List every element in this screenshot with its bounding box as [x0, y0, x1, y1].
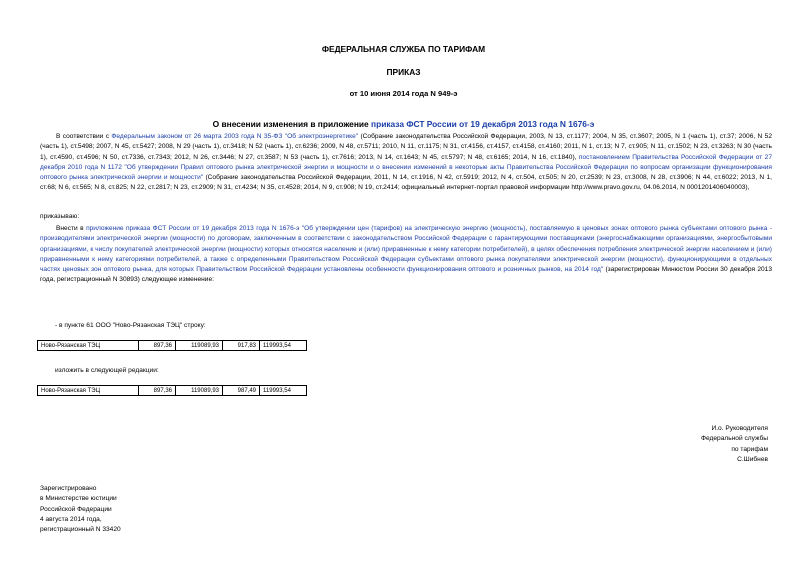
amendment-paragraph [40, 224, 772, 286]
table-cell: 119089,93 [176, 341, 223, 351]
government-resolution-link[interactable]: постановлением Правительства Российской Федерации от 27 декабря 2010 года N 1172 "Об утверждении Правил оптового рынка электрической энергии и мощности и о внесении изменений в некоторые акты Правительства Российской Федерации по вопросам организации функционирования оптового рынка электрической энергии и мощности" [40, 153, 772, 182]
appendix-link[interactable]: приложение приказа ФСТ России от 19 декабря 2013 года N 1676-э "Об утверждении цен (тарифов) на электрическую энергию (мощность), поставляемую в ценовых зонах оптового рынка субъектами оптового рынка - производителями электрической энергии (мощности) по договорам, заключенным в соответствии с законодательством Российской Федерации с гарантирующими поставщиками (энергоснабжающими организациями, энергосбытовыми организациями, к числу покупателей электрической энергии (мощности) которых относятся население и (или) приравненные к нему категории потребителей), в целях обеспечения потребления электрической энергии населением и (или) приравненными к нему категориями потребителей, а также с определенными Правительством Российской Федерации субъектами оптового рынка покупателями электрической энергии (мощности), функционирующими в отдельных частях ценовых зон оптового рынка, для которых Правительством Российской Федерации установлены особенности функционирования оптового и розничных рынков, на 2014 год" [40, 225, 773, 274]
registration-line: Российской Федерации [40, 505, 112, 513]
agency-name: ФЕДЕРАЛЬНАЯ СЛУЖБА ПО ТАРИФАМ [321, 44, 486, 54]
title-link[interactable]: приказа ФСТ России от 19 декабря 2013 года N 1676-э [371, 119, 595, 129]
table-cell: 917,83 [223, 341, 260, 351]
signature-block [701, 424, 768, 466]
table-cell: Ново-Рязанская ТЭЦ [38, 386, 139, 396]
order-word: приказываю: [40, 213, 80, 220]
table-cell: 119089,93 [176, 386, 223, 396]
registration-line: регистрационный N 33420 [40, 526, 121, 534]
registration-line: Зарегистрировано [40, 485, 97, 492]
registration-block [40, 484, 121, 535]
old-values-table [37, 340, 307, 351]
amendment-item-line: - в пункте 61 ООО "Ново-Рязанская ТЭЦ" строку: [55, 322, 206, 329]
table-row [38, 341, 307, 351]
signatory-agency: Федеральной службы [700, 435, 768, 443]
signatory-position: И.о. Руководителя [711, 425, 768, 432]
document-title [0, 119, 807, 129]
amendment-text-2: (зарегистрирован Минюстом России 30 декабря 2013 года, регистрационный N 30893) следующее изменение: [40, 266, 772, 284]
signatory-agency-2: по тарифам [731, 445, 768, 453]
federal-law-link[interactable]: Федеральным законом от 26 марта 2003 года N 35-ФЗ "Об электроэнергетике" [111, 133, 359, 140]
table-cell: 897,36 [139, 386, 176, 396]
preamble-text-3: (Собрание законодательства Российской Федерации, 2011, N 14, ст.1916, N 42, ст.5919; 2012, N 4, ст.504, ст.505; N 20, ст.2539; N 23, ст.3008, N 28, ст.3906; N 44, ст.6022; 2013, N 1, ст.68; N 6, ст.565; N 8, ст.825; N 22, ст.2817; N 23, ст.2909; N 31, ст.4234; N 35, ст.4528; 2014, N 9, ст.908; N 19, ст.2414; официальный интернет-портал правовой информации http://www.pravo.gov.ru, 04.06.2014, N 0001201406040003), [40, 174, 772, 192]
signatory-name: С.Шибнев [737, 456, 768, 464]
preamble-paragraph [40, 132, 772, 194]
registration-line: 4 августа 2014 года, [40, 515, 102, 523]
title-text: О внесении изменения в приложение [212, 119, 372, 129]
new-values-table [37, 385, 307, 396]
preamble-text-2: (Собрание законодательства Российской Федерации, 2003, N 13, ст.1177; 2004, N 35, ст.3607; 2005, N 1 (часть 1), ст.37; 2006, N 52 (часть 1), ст.5498; 2007, N 45, ст.5427; 2008, N 29 (часть 1), ст.3418; N 52 (часть 1), ст.6236; 2009, N 48, ст.5711; 2010, N 11, ст.1175; N 31, ст.4156, ст.4157, ст.4158, ст.4160; 2011, N 1, ст.13; N 7, ст.905; N 11, ст.1502; N 23, ст.3263; N 30 (часть 1), ст.4590, ст.4596; N 50, ст.7336, ст.7343; 2012, N 26, ст.3446; N 27, ст.3587; N 53 (часть 1), ст.7616; 2013, N 14, ст.1643; N 45, ст.5797; N 48, ст.6165; 2014, N 16, ст.1840), [40, 133, 772, 161]
table-cell: 119993,54 [260, 386, 307, 396]
table-row [38, 386, 307, 396]
document-type: ПРИКАЗ [386, 67, 421, 77]
table-cell: 897,36 [139, 341, 176, 351]
amendment-text-1: Внести в [56, 225, 87, 232]
table-cell: Ново-Рязанская ТЭЦ [38, 341, 139, 351]
replacement-line: изложить в следующей редакции: [55, 367, 159, 374]
preamble-text-1: В соответствии с [56, 133, 112, 140]
document-date-number: от 10 июня 2014 года N 949-э [349, 89, 458, 98]
table-cell: 119993,54 [260, 341, 307, 351]
table-cell: 987,49 [223, 386, 260, 396]
registration-line: в Министерстве юстиции [40, 495, 117, 503]
